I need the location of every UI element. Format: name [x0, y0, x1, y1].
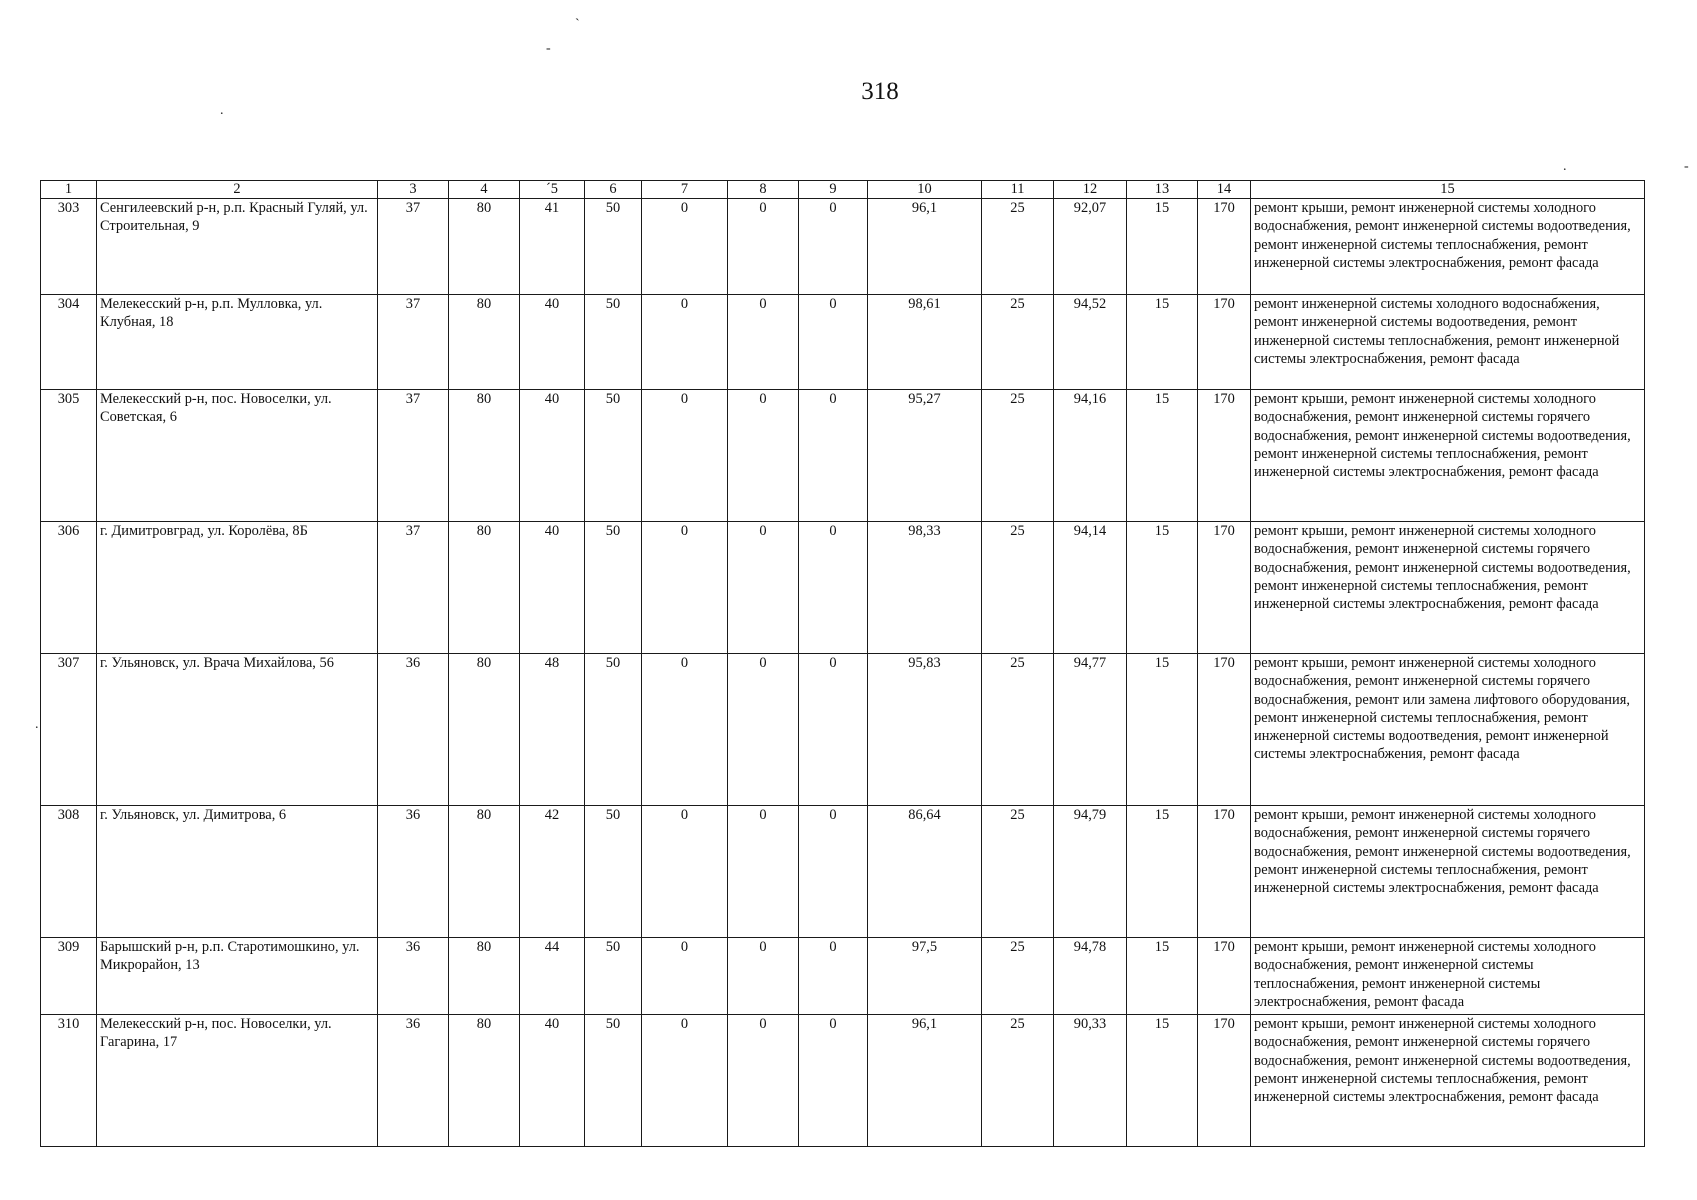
- value-cell: 25: [982, 806, 1054, 938]
- address-cell: Мелекесский р-н, пос. Новоселки, ул. Советская, 6: [97, 390, 378, 522]
- value-cell: 50: [585, 654, 642, 806]
- value-cell: 15: [1127, 654, 1198, 806]
- value-cell: 0: [728, 806, 799, 938]
- value-cell: 50: [585, 522, 642, 654]
- value-cell: 0: [642, 295, 728, 390]
- value-cell: 15: [1127, 199, 1198, 295]
- value-cell: 0: [728, 199, 799, 295]
- value-cell: 96,1: [868, 199, 982, 295]
- value-cell: 80: [449, 938, 520, 1015]
- value-cell: 0: [799, 295, 868, 390]
- value-cell: 37: [378, 522, 449, 654]
- table-row: [41, 654, 1645, 806]
- address-cell: Мелекесский р-н, р.п. Мулловка, ул. Клубная, 18: [97, 295, 378, 390]
- scan-speck: .: [220, 103, 224, 118]
- address-cell: Сенгилеевский р-н, р.п. Красный Гуляй, ул. Строительная, 9: [97, 199, 378, 295]
- value-cell: 50: [585, 390, 642, 522]
- column-header: 14: [1198, 181, 1251, 199]
- works-cell: ремонт крыши, ремонт инженерной системы холодного водоснабжения, ремонт инженерной системы горячего водоснабжения, ремонт инженерной системы водоотведения, ремонт инженерной системы теплоснабжения, ремонт инженерной системы электроснабжения, ремонт фасада: [1251, 522, 1645, 654]
- value-cell: 170: [1198, 806, 1251, 938]
- value-cell: 0: [799, 654, 868, 806]
- value-cell: 25: [982, 199, 1054, 295]
- value-cell: 96,1: [868, 1015, 982, 1147]
- works-cell: ремонт крыши, ремонт инженерной системы холодного водоснабжения, ремонт инженерной системы горячего водоснабжения, ремонт инженерной системы водоотведения, ремонт инженерной системы теплоснабжения, ремонт инженерной системы электроснабжения, ремонт фасада: [1251, 806, 1645, 938]
- repair-plan-table: [40, 180, 1645, 1147]
- value-cell: 0: [642, 522, 728, 654]
- value-cell: 15: [1127, 295, 1198, 390]
- value-cell: 37: [378, 295, 449, 390]
- value-cell: 94,77: [1054, 654, 1127, 806]
- value-cell: 40: [520, 522, 585, 654]
- value-cell: 36: [378, 938, 449, 1015]
- column-header: 15: [1251, 181, 1645, 199]
- value-cell: 0: [642, 199, 728, 295]
- value-cell: 80: [449, 1015, 520, 1147]
- table-row: [41, 199, 1645, 295]
- value-cell: 48: [520, 654, 585, 806]
- value-cell: 94,78: [1054, 938, 1127, 1015]
- table-row: [41, 390, 1645, 522]
- column-header: 8: [728, 181, 799, 199]
- value-cell: 170: [1198, 390, 1251, 522]
- address-cell: г. Димитровград, ул. Королёва, 8Б: [97, 522, 378, 654]
- value-cell: 15: [1127, 938, 1198, 1015]
- value-cell: 0: [728, 938, 799, 1015]
- address-cell: Барышский р-н, р.п. Старотимошкино, ул. Микрорайон, 13: [97, 938, 378, 1015]
- value-cell: 0: [642, 1015, 728, 1147]
- value-cell: 0: [799, 390, 868, 522]
- column-header: 10: [868, 181, 982, 199]
- value-cell: 94,52: [1054, 295, 1127, 390]
- column-header: 1: [41, 181, 97, 199]
- value-cell: 44: [520, 938, 585, 1015]
- works-cell: ремонт инженерной системы холодного водоснабжения, ремонт инженерной системы водоотведения, ремонт инженерной системы теплоснабжения, ремонт инженерной системы электроснабжения, ремонт фасада: [1251, 295, 1645, 390]
- works-cell: ремонт крыши, ремонт инженерной системы холодного водоснабжения, ремонт инженерной системы теплоснабжения, ремонт инженерной системы электроснабжения, ремонт фасада: [1251, 938, 1645, 1015]
- value-cell: 170: [1198, 199, 1251, 295]
- value-cell: 0: [799, 199, 868, 295]
- row-number: 306: [41, 522, 97, 654]
- value-cell: 0: [799, 806, 868, 938]
- value-cell: 170: [1198, 295, 1251, 390]
- works-cell: ремонт крыши, ремонт инженерной системы холодного водоснабжения, ремонт инженерной системы горячего водоснабжения, ремонт или замена лифтового оборудования, ремонт инженерной системы теплоснабжения, ремонт инженерной системы водоотведения, ремонт инженерной системы электроснабжения, ремонт фасада: [1251, 654, 1645, 806]
- value-cell: 170: [1198, 1015, 1251, 1147]
- value-cell: 0: [642, 390, 728, 522]
- value-cell: 40: [520, 1015, 585, 1147]
- column-header: 4: [449, 181, 520, 199]
- value-cell: 15: [1127, 1015, 1198, 1147]
- scan-speck: `: [575, 17, 580, 32]
- column-header: 3: [378, 181, 449, 199]
- value-cell: 50: [585, 1015, 642, 1147]
- value-cell: 36: [378, 654, 449, 806]
- row-number: 305: [41, 390, 97, 522]
- column-header: 11: [982, 181, 1054, 199]
- row-number: 304: [41, 295, 97, 390]
- scan-speck: -: [546, 41, 551, 56]
- works-cell: ремонт крыши, ремонт инженерной системы холодного водоснабжения, ремонт инженерной системы горячего водоснабжения, ремонт инженерной системы водоотведения, ремонт инженерной системы теплоснабжения, ремонт инженерной системы электроснабжения, ремонт фасада: [1251, 1015, 1645, 1147]
- value-cell: 0: [799, 522, 868, 654]
- column-header: 9: [799, 181, 868, 199]
- value-cell: 40: [520, 390, 585, 522]
- value-cell: 94,79: [1054, 806, 1127, 938]
- value-cell: 92,07: [1054, 199, 1127, 295]
- value-cell: 98,33: [868, 522, 982, 654]
- value-cell: 80: [449, 654, 520, 806]
- address-cell: г. Ульяновск, ул. Димитрова, 6: [97, 806, 378, 938]
- value-cell: 80: [449, 295, 520, 390]
- value-cell: 0: [728, 1015, 799, 1147]
- value-cell: 80: [449, 390, 520, 522]
- column-header: 2: [97, 181, 378, 199]
- value-cell: 0: [642, 806, 728, 938]
- row-number: 308: [41, 806, 97, 938]
- row-number: 309: [41, 938, 97, 1015]
- value-cell: 37: [378, 199, 449, 295]
- value-cell: 36: [378, 806, 449, 938]
- address-cell: Мелекесский р-н, пос. Новоселки, ул. Гагарина, 17: [97, 1015, 378, 1147]
- value-cell: 0: [799, 1015, 868, 1147]
- value-cell: 25: [982, 654, 1054, 806]
- value-cell: 15: [1127, 522, 1198, 654]
- value-cell: 170: [1198, 938, 1251, 1015]
- value-cell: 25: [982, 1015, 1054, 1147]
- table-row: [41, 522, 1645, 654]
- works-cell: ремонт крыши, ремонт инженерной системы холодного водоснабжения, ремонт инженерной системы горячего водоснабжения, ремонт инженерной системы водоотведения, ремонт инженерной системы теплоснабжения, ремонт инженерной системы электроснабжения, ремонт фасада: [1251, 390, 1645, 522]
- value-cell: 170: [1198, 522, 1251, 654]
- value-cell: 86,64: [868, 806, 982, 938]
- page-number: 318: [861, 78, 899, 105]
- value-cell: 0: [799, 938, 868, 1015]
- value-cell: 0: [728, 522, 799, 654]
- value-cell: 37: [378, 390, 449, 522]
- value-cell: 0: [728, 390, 799, 522]
- value-cell: 40: [520, 295, 585, 390]
- value-cell: 15: [1127, 806, 1198, 938]
- column-header: 7: [642, 181, 728, 199]
- value-cell: 41: [520, 199, 585, 295]
- value-cell: 94,16: [1054, 390, 1127, 522]
- value-cell: 170: [1198, 654, 1251, 806]
- table-row: [41, 295, 1645, 390]
- table-row: [41, 1015, 1645, 1147]
- value-cell: 25: [982, 390, 1054, 522]
- value-cell: 0: [728, 295, 799, 390]
- value-cell: 25: [982, 938, 1054, 1015]
- column-header: 6: [585, 181, 642, 199]
- table-row: [41, 938, 1645, 1015]
- value-cell: 0: [728, 654, 799, 806]
- value-cell: 97,5: [868, 938, 982, 1015]
- value-cell: 98,61: [868, 295, 982, 390]
- row-number: 303: [41, 199, 97, 295]
- table-row: [41, 806, 1645, 938]
- address-cell: г. Ульяновск, ул. Врача Михайлова, 56: [97, 654, 378, 806]
- value-cell: 80: [449, 522, 520, 654]
- value-cell: 0: [642, 938, 728, 1015]
- scan-speck: .: [35, 717, 39, 732]
- column-number-row: [41, 181, 1645, 199]
- value-cell: 95,83: [868, 654, 982, 806]
- value-cell: 94,14: [1054, 522, 1127, 654]
- value-cell: 25: [982, 295, 1054, 390]
- value-cell: 15: [1127, 390, 1198, 522]
- value-cell: 90,33: [1054, 1015, 1127, 1147]
- column-header: ´5: [520, 181, 585, 199]
- row-number: 310: [41, 1015, 97, 1147]
- value-cell: 80: [449, 806, 520, 938]
- value-cell: 50: [585, 806, 642, 938]
- works-cell: ремонт крыши, ремонт инженерной системы холодного водоснабжения, ремонт инженерной системы водоотведения, ремонт инженерной системы теплоснабжения, ремонт инженерной системы электроснабжения, ремонт фасада: [1251, 199, 1645, 295]
- scan-speck: -: [1684, 159, 1689, 174]
- column-header: 13: [1127, 181, 1198, 199]
- value-cell: 36: [378, 1015, 449, 1147]
- scan-speck: .: [1563, 159, 1567, 174]
- value-cell: 50: [585, 938, 642, 1015]
- value-cell: 50: [585, 199, 642, 295]
- value-cell: 0: [642, 654, 728, 806]
- column-header: 12: [1054, 181, 1127, 199]
- value-cell: 50: [585, 295, 642, 390]
- value-cell: 95,27: [868, 390, 982, 522]
- value-cell: 25: [982, 522, 1054, 654]
- row-number: 307: [41, 654, 97, 806]
- value-cell: 42: [520, 806, 585, 938]
- value-cell: 80: [449, 199, 520, 295]
